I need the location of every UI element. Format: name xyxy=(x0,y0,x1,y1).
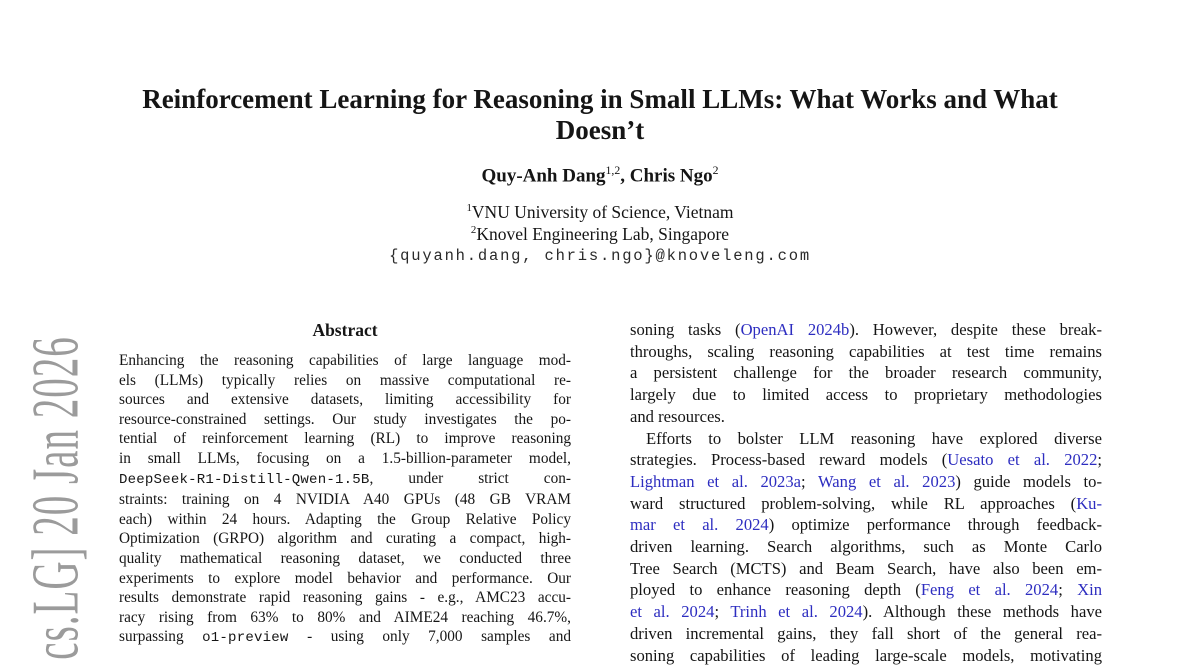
text-segment: sources and extensive datasets, limiting accessibility for xyxy=(119,391,571,409)
text-line xyxy=(119,390,571,410)
citation-link[interactable]: Wang et al. 2023 xyxy=(817,471,956,491)
text-segment: resource-constrained settings. Our study investigates the po- xyxy=(119,410,571,428)
text-line xyxy=(119,569,571,589)
text-line xyxy=(630,449,1102,471)
text-segment: Efforts to bolster LLM reasoning have explored diverse xyxy=(646,428,1102,448)
text-line xyxy=(119,449,571,469)
text-segment: els (LLMs) typically relies on massive computational re- xyxy=(119,371,571,389)
text-segment: a persistent challenge for the broader research community, xyxy=(630,363,1102,383)
author-affiliation-superscript: 2 xyxy=(712,164,719,177)
text-segment: largely due to limited access to proprietary methodologies xyxy=(630,385,1102,405)
citation-link[interactable]: Feng et al. 2024 xyxy=(920,580,1059,600)
text-line xyxy=(630,579,1102,601)
text-line xyxy=(119,549,571,569)
text-segment: Tree Search (MCTS) and Beam Search, have also been em- xyxy=(630,558,1102,578)
text-line xyxy=(119,608,571,628)
citation-link[interactable]: Xin xyxy=(1077,580,1103,600)
text-line xyxy=(630,384,1102,406)
left-column xyxy=(119,320,571,648)
text-line xyxy=(119,371,571,391)
author-affiliation-superscript: 1,2 xyxy=(605,164,621,177)
text-segment: Enhancing the reasoning capabilities of large language mod- xyxy=(119,352,571,369)
text-segment: driven learning. Search algorithms, such as Monte Carlo xyxy=(630,537,1102,557)
text-line xyxy=(119,351,571,371)
text-segment: ; xyxy=(1058,580,1078,600)
inline-code: DeepSeek-R1-Distill-Qwen-1.5B xyxy=(119,471,370,488)
citation-link[interactable]: Ku- xyxy=(1076,493,1102,513)
text-segment: straints: training on 4 NVIDIA A40 GPUs (48 GB VRAM xyxy=(119,491,571,509)
citation-link[interactable]: mar et al. 2024 xyxy=(630,515,769,535)
text-line xyxy=(630,341,1102,363)
email-line: {quyanh.dang, chris.ngo}@knoveleng.com xyxy=(389,247,811,265)
affiliation-text: Knovel Engineering Lab, Singapore xyxy=(476,224,730,244)
text-segment: soning tasks ( xyxy=(630,320,741,339)
text-segment: ; xyxy=(801,471,818,491)
text-line xyxy=(119,529,571,549)
author-line: Quy-Anh Dang$^{1,2}$, Chris Ngo$^2$ xyxy=(481,164,719,187)
affiliation-text: VNU University of Science, Vietnam xyxy=(471,202,734,222)
arxiv-stamp: cs.LG] 20 Jan 2026 xyxy=(19,336,94,660)
text-segment: ; xyxy=(714,602,731,622)
text-segment: racy rising from 63% to 80% and AIME24 reaching 46.7%, xyxy=(119,608,571,626)
affiliation-superscript: 2 xyxy=(470,224,477,237)
citation-link[interactable]: et al. 2024 xyxy=(630,602,715,622)
text-segment: tential of reinforcement learning (RL) to improve reasoning xyxy=(119,430,571,448)
author-name: Chris Ngo xyxy=(629,165,713,187)
text-line xyxy=(119,469,571,491)
text-line xyxy=(630,406,1102,428)
text-segment: , under strict con- xyxy=(369,469,571,487)
text-segment: ) optimize performance through feedback- xyxy=(768,515,1103,535)
text-segment: surpassing xyxy=(119,628,203,646)
paper-title xyxy=(0,84,1200,146)
right-column xyxy=(630,319,1103,665)
paper-title-line-1: Reinforcement Learning for Reasoning in Small LLMs: What Works and What xyxy=(142,84,1058,114)
text-segment: experiments to explore model behavior and performance. Our xyxy=(119,569,571,587)
author-name: Quy-Anh Dang xyxy=(481,165,606,187)
text-segment: driven incremental gains, they fall short of the general rea- xyxy=(630,623,1102,643)
text-segment: strategies. Process-based reward models ( xyxy=(630,450,948,470)
text-segment: quality mathematical reasoning dataset, we conducted three xyxy=(119,549,571,567)
text-line xyxy=(630,362,1102,384)
text-line xyxy=(119,410,571,430)
abstract-heading: Abstract xyxy=(312,320,378,340)
affiliation-superscript: 1 xyxy=(466,202,472,215)
text-segment: ). However, despite these break- xyxy=(849,320,1102,339)
text-segment: each) within 24 hours. Adapting the Group Relative Policy xyxy=(119,510,571,528)
text-line xyxy=(119,429,571,449)
paper-title-line-2: Doesn’t xyxy=(555,115,645,145)
text-segment: and resources. xyxy=(630,406,725,426)
text-segment: ) guide models to- xyxy=(955,471,1102,491)
text-segment: in small LLMs, focusing on a 1.5-billion-parameter model, xyxy=(119,449,571,467)
affiliation-2 xyxy=(0,224,1200,245)
text-segment: ). Although these methods have xyxy=(862,602,1102,622)
text-segment: ward structured problem-solving, while RL approaches ( xyxy=(630,493,1077,513)
citation-link[interactable]: Trinh et al. 2024 xyxy=(730,602,863,622)
text-line xyxy=(630,558,1102,580)
text-line xyxy=(119,510,571,530)
citation-link[interactable]: OpenAI 2024b xyxy=(740,320,850,339)
text-line xyxy=(119,588,571,608)
text-line xyxy=(630,601,1102,623)
text-segment: - using only 7,000 samples and xyxy=(288,628,571,646)
text-line xyxy=(630,536,1102,558)
citation-link[interactable]: Uesato et al. 2022 xyxy=(947,450,1098,470)
abstract-body xyxy=(119,351,571,649)
text-segment: results demonstrate rapid reasoning gains - e.g., AMC23 accu- xyxy=(119,589,571,607)
text-line xyxy=(119,627,571,649)
text-line xyxy=(630,319,1102,341)
text-line xyxy=(630,623,1102,645)
text-segment: ; xyxy=(1097,450,1103,470)
text-line-clipped xyxy=(630,645,1102,666)
text-segment: Optimization (GRPO) algorithm and curating a compact, high- xyxy=(119,530,571,548)
text-segment: ployed to enhance reasoning depth ( xyxy=(630,580,921,600)
text-line xyxy=(119,490,571,510)
text-line xyxy=(630,471,1102,493)
affiliation-1 xyxy=(0,202,1200,223)
text-line xyxy=(630,514,1102,536)
text-segment: throughs, scaling reasoning capabilities at test time remains xyxy=(630,341,1102,361)
inline-code: o1-preview xyxy=(202,630,289,647)
text-line xyxy=(630,493,1102,515)
text-line xyxy=(630,428,1102,450)
citation-link[interactable]: Lightman et al. 2023a xyxy=(630,471,802,491)
text-segment: soning capabilities of leading large-scale models, motivating xyxy=(630,645,1102,665)
